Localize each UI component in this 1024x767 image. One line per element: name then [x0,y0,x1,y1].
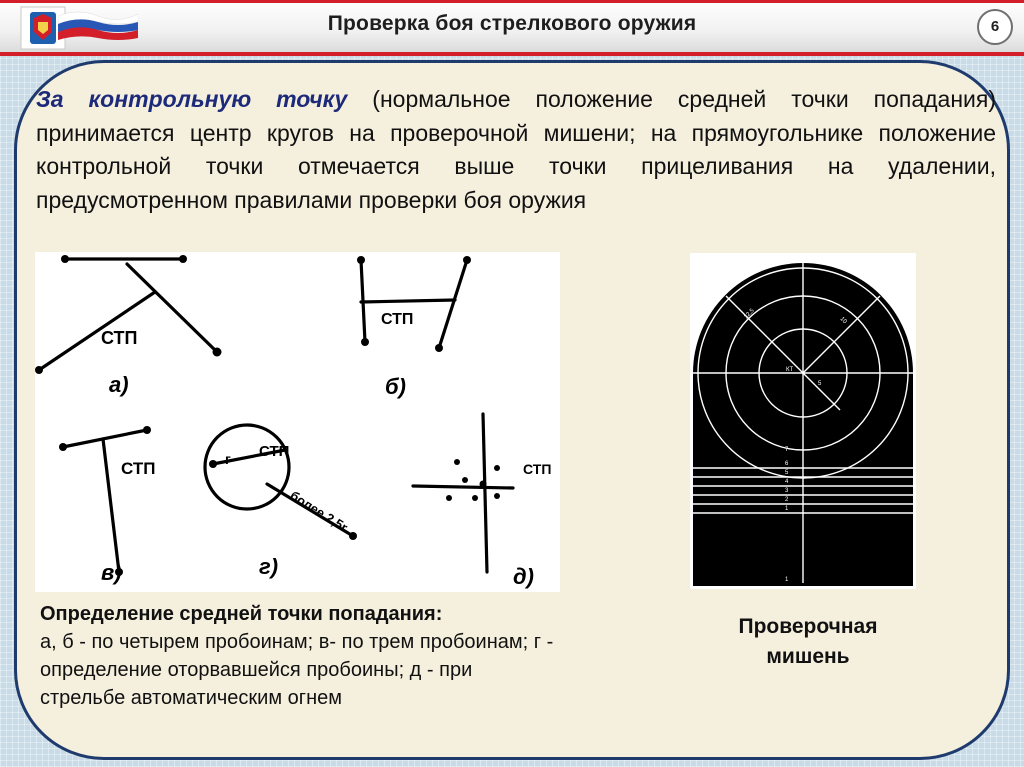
caption-mean-point-heading: Определение средней точки попадания: [40,603,443,625]
check-target-image [690,253,916,589]
caption-mean-point [40,600,560,712]
slide-title: Проверка боя стрелкового оружия [327,12,697,35]
diagram-b-right-line [439,260,467,348]
diagram-b-cross-line [361,300,455,302]
label-r: г [225,451,231,467]
label-b: б) [385,374,406,399]
target-scale-6: 6 [785,461,789,467]
diagram-a-stp-line [39,292,155,370]
target-scale-1: 1 [785,506,789,512]
target-ring-10: 10 [838,316,848,326]
diagram-d-vertical [483,414,487,572]
label-v: в) [101,560,122,585]
diagram-d-horizontal [413,486,513,488]
caption-check-target [700,612,916,672]
target-ring-5: 5 [818,381,822,387]
label-stp-v: СТП [121,459,156,478]
label-stp-a: СТП [101,328,138,348]
caption-check-target-line1: Проверочная [738,615,878,638]
label-d: д) [513,564,534,589]
mean-point-diagrams [35,252,560,592]
intro-emphasis: За контрольную точку [36,86,348,112]
target-ring-125: 12,5 [743,307,756,321]
target-scale-5: 5 [785,470,789,476]
label-stp-d: СТП [523,461,552,477]
diagram-a-diagonal [127,264,217,352]
intro-paragraph [36,83,996,217]
diagram-g-circle [205,425,289,509]
label-more: более 2,5r [287,487,351,535]
header-bar [0,0,1024,56]
label-stp-g: СТП [259,443,290,460]
label-a: а) [109,372,129,397]
target-scale-3: 3 [785,488,789,494]
target-scale-2: 2 [785,497,789,503]
caption-mean-point-body: а, б - по четырем пробоинам; в- по трем пробоинам; г - определение оторвавшейся пробоины; д - при стрельбе автоматическим огнем [40,631,554,709]
target-scale-4: 4 [785,479,789,485]
intro-text: (нормальное положение средней точки попадания) принимается центр кругов на проверочной мишени; на прямоугольнике положение контрольной точки отмечается выше точки прицеливания на удалении, предусмотренном правилами проверки боя оружия [36,86,996,213]
target-bottom-label: 1 [785,577,789,583]
label-stp-b: СТП [381,311,414,328]
diagram-v-vertical [103,439,119,572]
target-kt-label: КТ [786,367,794,373]
target-scale-7: 7 [785,447,789,453]
slide-number-badge: 6 [977,9,1013,45]
label-g: г) [259,554,279,579]
header-top-stripe [0,0,1024,3]
caption-check-target-line2: мишень [766,645,850,668]
